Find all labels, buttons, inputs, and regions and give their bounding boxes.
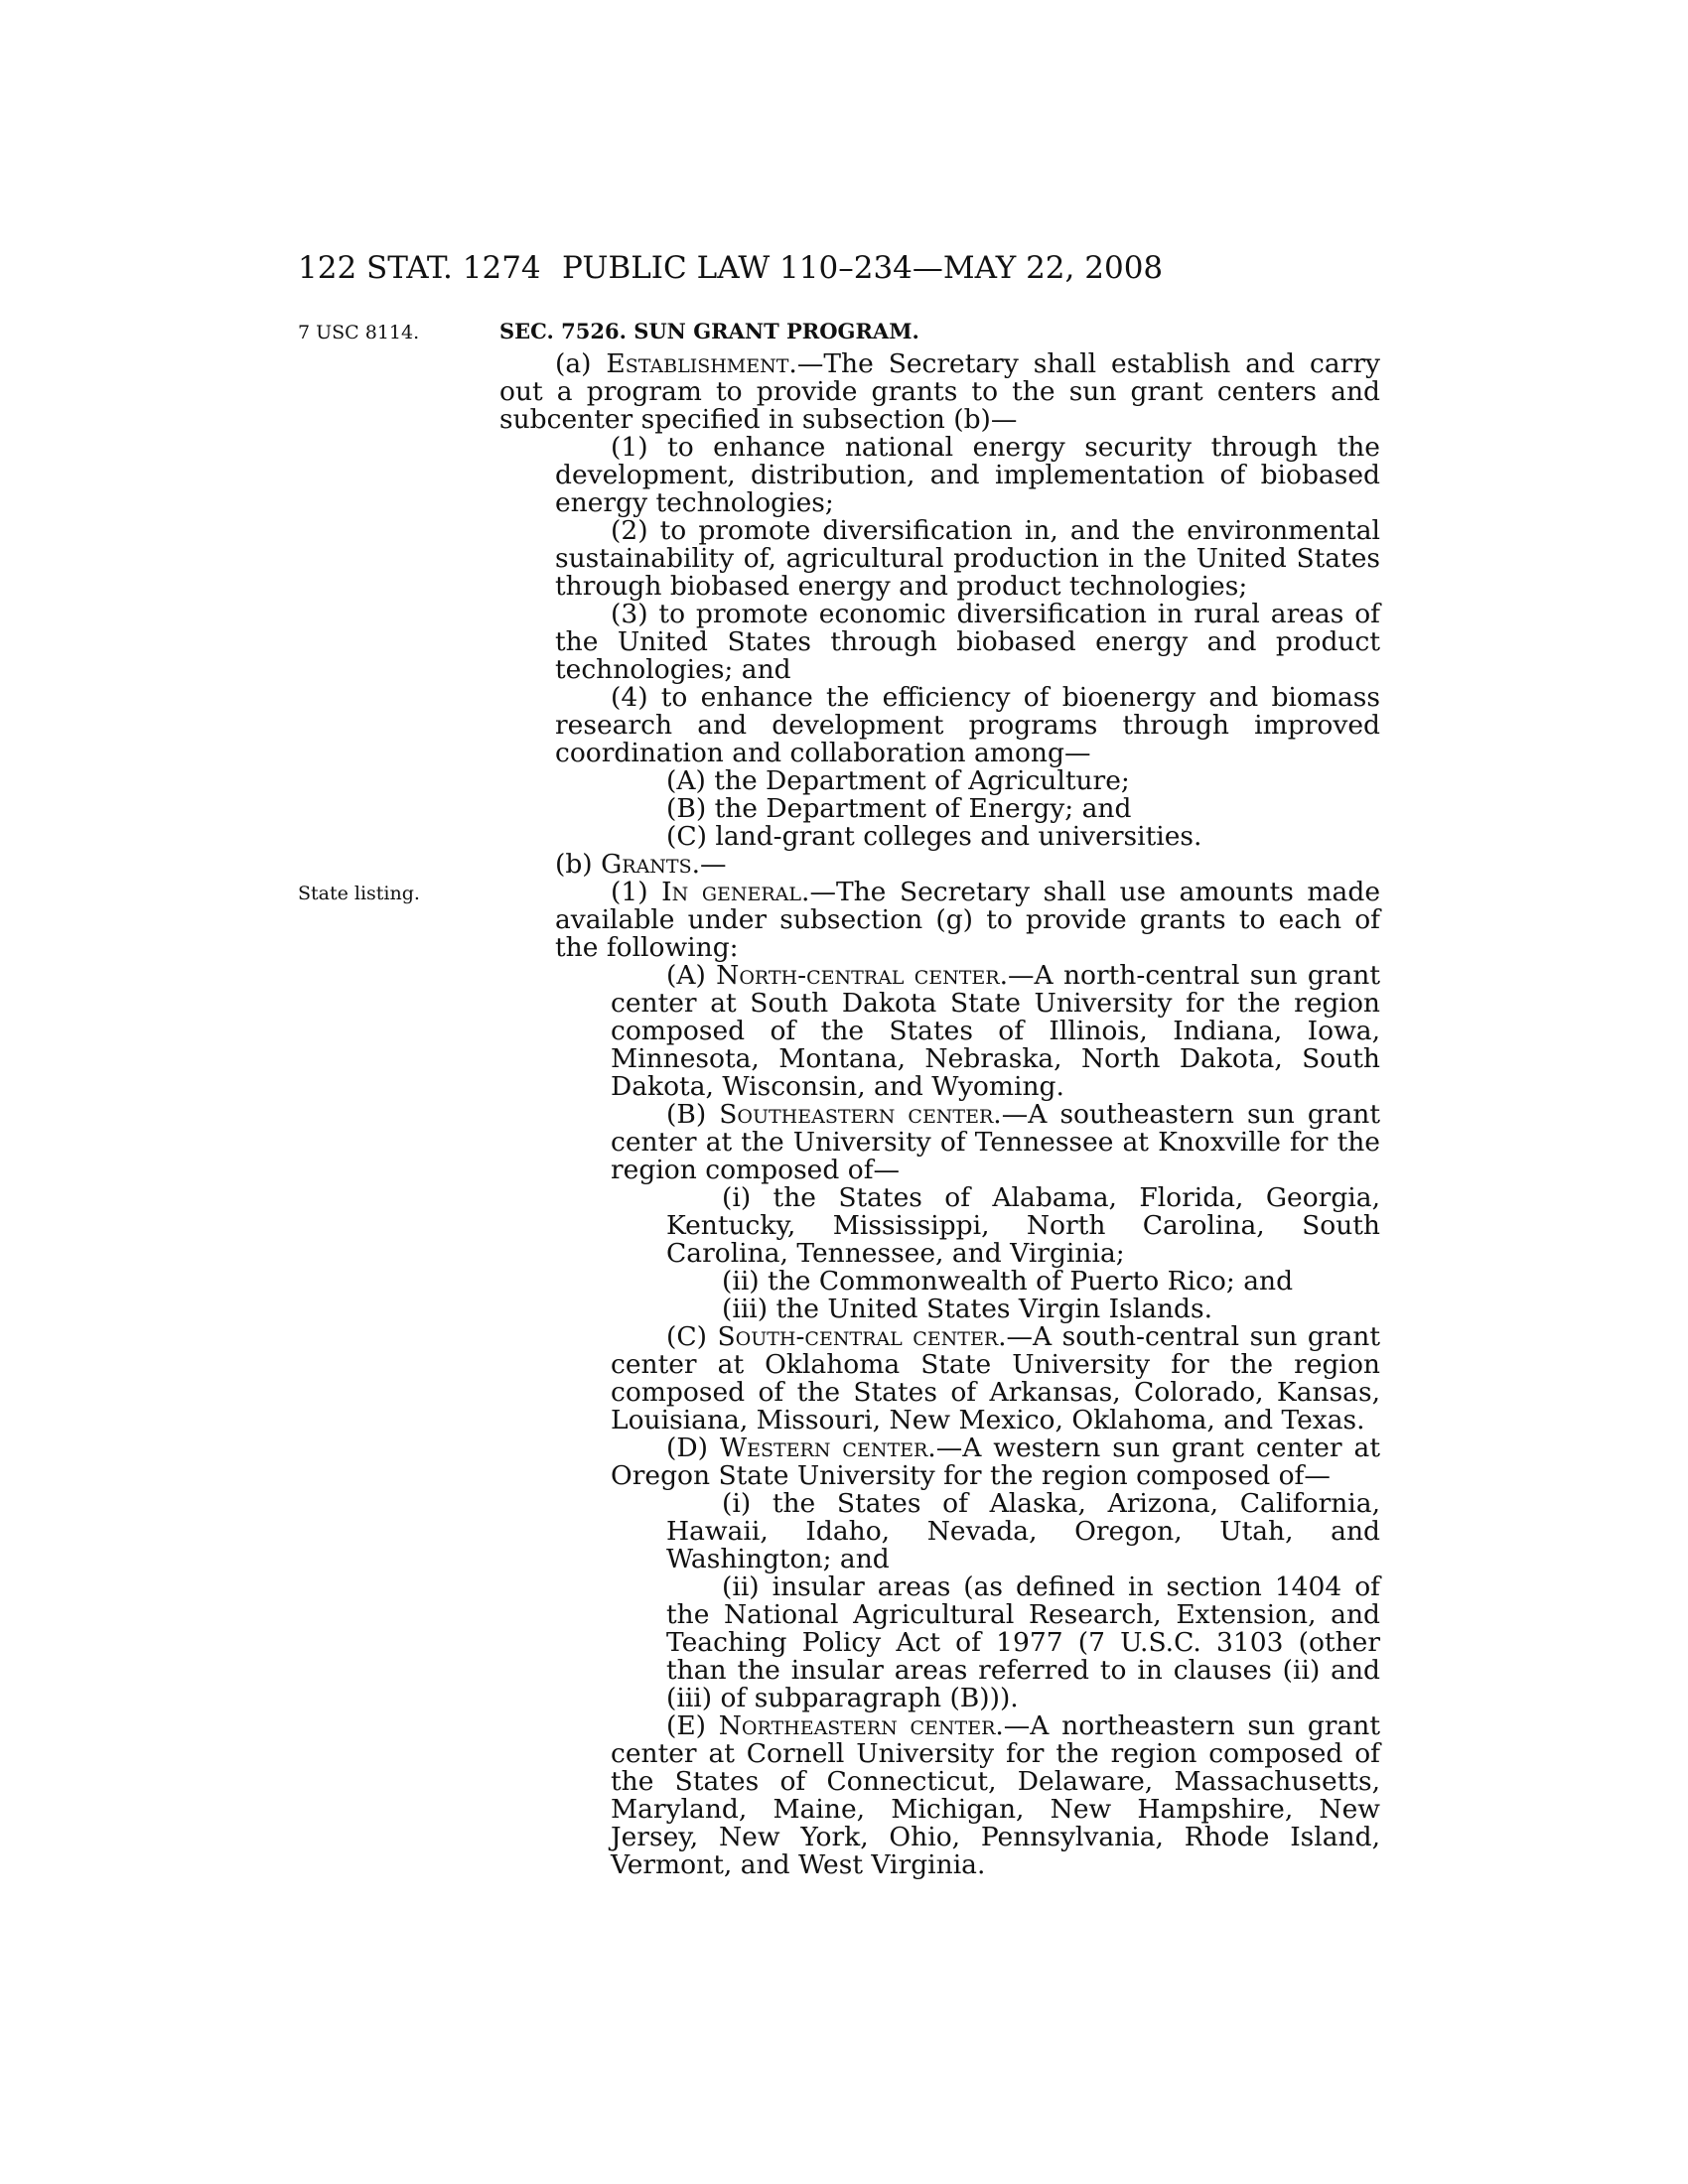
subparagraph-bA-label: (A)	[666, 960, 706, 991]
subparagraph-bE-heading: Northeastern center	[718, 1710, 996, 1741]
subparagraph-bC-heading: South-central center	[717, 1321, 999, 1352]
section-body	[499, 350, 1380, 1879]
subsection-b	[499, 851, 1380, 879]
subsection-b-label: (b)	[555, 849, 593, 880]
subparagraph-bC-text: .—A south-central sun grant center at Oklahoma State University for the region composed of the States of Arkansas, Colorado, Kansas, Louisiana, Missouri, New Mexico, Oklahoma, and Texas.	[611, 1321, 1380, 1435]
subparagraph-bE	[499, 1712, 1380, 1879]
subparagraph-bC-label: (C)	[666, 1321, 707, 1352]
subparagraph-bE-text: .—A northeastern sun grant center at Cornell University for the region composed of the States of Connecticut, Delaware, Massachusetts, Maryland, Maine, Michigan, New Hampshire, New Jersey, New York, Ohio, Pennsylvania, Rhode Island, Vermont, and West Virginia.	[611, 1710, 1380, 1880]
subparagraph-bE-label: (E)	[666, 1710, 707, 1741]
subparagraph-bD-heading: Western center	[719, 1433, 928, 1463]
subparagraph-bB-heading: Southeastern center	[719, 1099, 994, 1130]
subparagraph-bD-label: (D)	[666, 1433, 708, 1463]
paragraph-a2: (2) to promote diversification in, and the environmental sustainability of, agricultural production in the United States through biobased energy and product technologies;	[555, 515, 1380, 602]
subsection-a	[499, 350, 1380, 434]
state-listing-margin-note: State listing.	[298, 883, 420, 904]
subparagraph-a4C: (C) land-grant colleges and universities.	[666, 821, 1202, 852]
paragraph-a3: (3) to promote economic diversification in rural areas of the United States through biobased energy and product technologies; and	[555, 599, 1380, 685]
usc-margin-note: 7 USC 8114.	[298, 322, 420, 343]
clause-bD-i: (i) the States of Alaska, Arizona, California, Hawaii, Idaho, Nevada, Oregon, Utah, and Washington; and	[666, 1488, 1380, 1574]
subsection-a-heading: Establishment	[606, 348, 789, 379]
paragraph-a1: (1) to enhance national energy security through the development, distribution, and implementation of biobased energy technologies;	[555, 432, 1380, 518]
subparagraph-bB	[499, 1101, 1380, 1184]
paragraph-b1	[499, 879, 1380, 962]
subsection-a-label: (a)	[555, 348, 592, 379]
page-header-title: PUBLIC LAW 110–234—MAY 22, 2008	[562, 250, 1164, 286]
subparagraph-bD	[499, 1434, 1380, 1490]
subsection-b-heading: Grants	[601, 849, 692, 880]
clause-bB-i: (i) the States of Alabama, Florida, Georgia, Kentucky, Mississippi, North Carolina, South Carolina, Tennessee, and Virginia;	[666, 1182, 1380, 1269]
clause-bB-iii: (iii) the United States Virgin Islands.	[722, 1294, 1213, 1324]
subparagraph-bA-heading: North-central center	[716, 960, 1000, 991]
subparagraph-bA	[499, 962, 1380, 1101]
subsection-a-text: .—The Secretary shall establish and carry out a program to provide grants to the sun grant centers and subcenter specified in subsection (b)—	[499, 348, 1380, 435]
section-title: SEC. 7526. SUN GRANT PROGRAM.	[499, 319, 919, 343]
subparagraph-bB-label: (B)	[666, 1099, 707, 1130]
paragraph-b1-text: .—The Secretary shall use amounts made available under subsection (g) to provide grants to each of the following:	[555, 877, 1381, 963]
page-stat-citation: 122 STAT. 1274	[298, 250, 541, 286]
subparagraph-bB-text: .—A southeastern sun grant center at the University of Tennessee at Knoxville for the region composed of—	[611, 1099, 1380, 1185]
subparagraph-a4B: (B) the Department of Energy; and	[666, 793, 1132, 824]
subparagraph-bC	[499, 1323, 1380, 1434]
paragraph-b1-label: (1)	[611, 877, 648, 907]
subparagraph-bD-text: .—A western sun grant center at Oregon State University for the region composed of—	[611, 1433, 1380, 1491]
subparagraph-bA-text: .—A north-central sun grant center at South Dakota State University for the region composed of the States of Illinois, Indiana, Iowa, Minnesota, Montana, Nebraska, North Dakota, South Dakota, Wisconsin, and Wyoming.	[611, 960, 1380, 1102]
paragraph-a4: (4) to enhance the efficiency of bioenergy and biomass research and development programs through improved coordination and collaboration among—	[555, 682, 1380, 768]
subsection-b-dash: .—	[691, 849, 727, 880]
paragraph-b1-heading: In general	[661, 877, 802, 907]
clause-bB-ii: (ii) the Commonwealth of Puerto Rico; and	[722, 1266, 1294, 1297]
clause-bD-ii: (ii) insular areas (as defined in section 1404 of the National Agricultural Research, Extension, and Teaching Policy Act of 1977 (7 U.S.C. 3103 (other than the insular areas referred to in clauses (ii) and (iii) of subparagraph (B))).	[666, 1571, 1380, 1713]
subparagraph-a4A: (A) the Department of Agriculture;	[666, 765, 1130, 796]
